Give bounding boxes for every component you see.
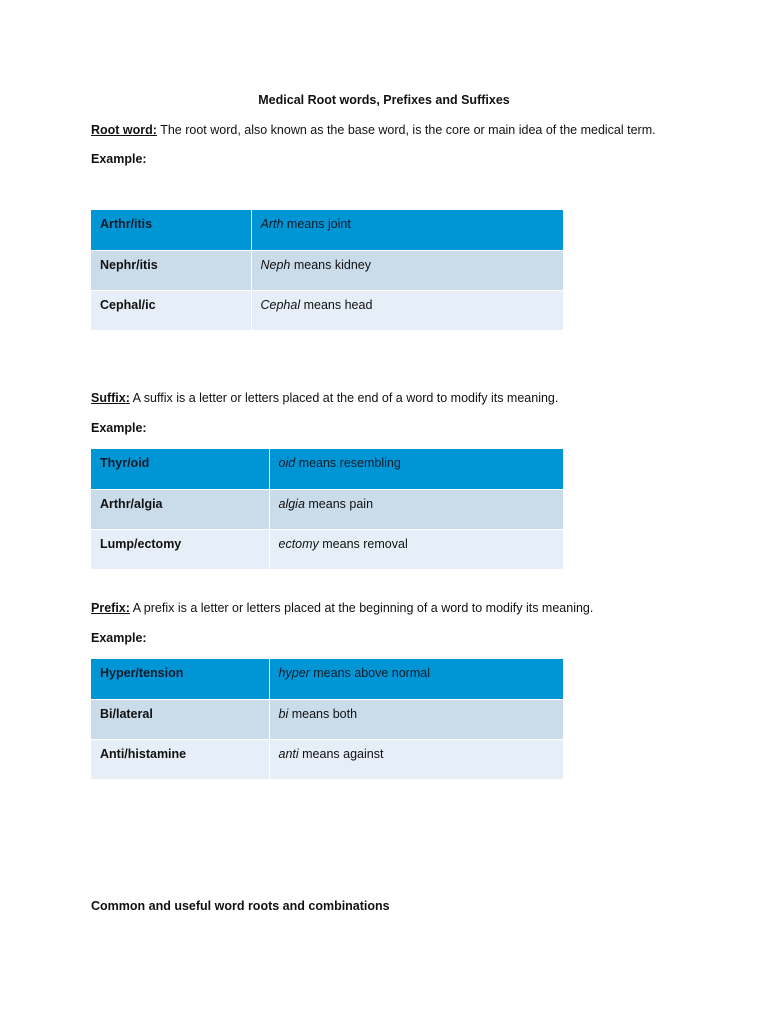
table-cell-word: Lump/ectomy [91, 529, 269, 569]
table-row [91, 290, 563, 330]
table-cell-meaning: ectomy means removal [269, 529, 563, 569]
prefix-term: Prefix: [91, 601, 130, 615]
table-cell-meaning: hyper means above normal [269, 659, 563, 699]
suffix-example-label: Example: [91, 421, 147, 435]
suffix-text: A suffix is a letter or letters placed at the end of a word to modify its meaning. [129, 391, 559, 405]
table-cell-meaning: Cephal means head [251, 290, 563, 330]
table-cell-meaning: Arth means joint [251, 210, 563, 250]
table-cell-meaning: bi means both [269, 699, 563, 739]
prefix-table [91, 659, 563, 779]
table-row [91, 659, 563, 699]
table-cell-word: Arthr/itis [91, 210, 251, 250]
suffix-table [91, 449, 563, 569]
table-cell-word: Hyper/tension [91, 659, 269, 699]
table-cell-meaning: Neph means kidney [251, 250, 563, 290]
page-title: Medical Root words, Prefixes and Suffixes [258, 93, 510, 107]
suffix-definition [91, 391, 558, 405]
table-cell-meaning: anti means against [269, 739, 563, 779]
table-row [91, 489, 563, 529]
table-cell-word: Thyr/oid [91, 449, 269, 489]
table-cell-word: Nephr/itis [91, 250, 251, 290]
table-row [91, 449, 563, 489]
table-cell-meaning: algia means pain [269, 489, 563, 529]
table-cell-word: Anti/histamine [91, 739, 269, 779]
table-cell-word: Cephal/ic [91, 290, 251, 330]
table-cell-meaning: oid means resembling [269, 449, 563, 489]
table-row [91, 529, 563, 569]
table-row [91, 699, 563, 739]
table-cell-word: Bi/lateral [91, 699, 269, 739]
prefix-example-label: Example: [91, 631, 147, 645]
root-example-label: Example: [91, 152, 147, 166]
suffix-term: Suffix: [91, 391, 130, 405]
table-cell-word: Arthr/algia [91, 489, 269, 529]
prefix-definition [91, 601, 593, 615]
table-row [91, 739, 563, 779]
prefix-text: A prefix is a letter or letters placed at the beginning of a word to modify its meaning. [129, 601, 594, 615]
root-word-table [91, 210, 563, 330]
root-word-definition [91, 123, 656, 137]
root-word-text: The root word, also known as the base word, is the core or main idea of the medical term. [156, 123, 656, 137]
table-row [91, 210, 563, 250]
table-row [91, 250, 563, 290]
section-heading: Common and useful word roots and combinations [91, 899, 390, 913]
root-word-term: Root word: [91, 123, 157, 137]
